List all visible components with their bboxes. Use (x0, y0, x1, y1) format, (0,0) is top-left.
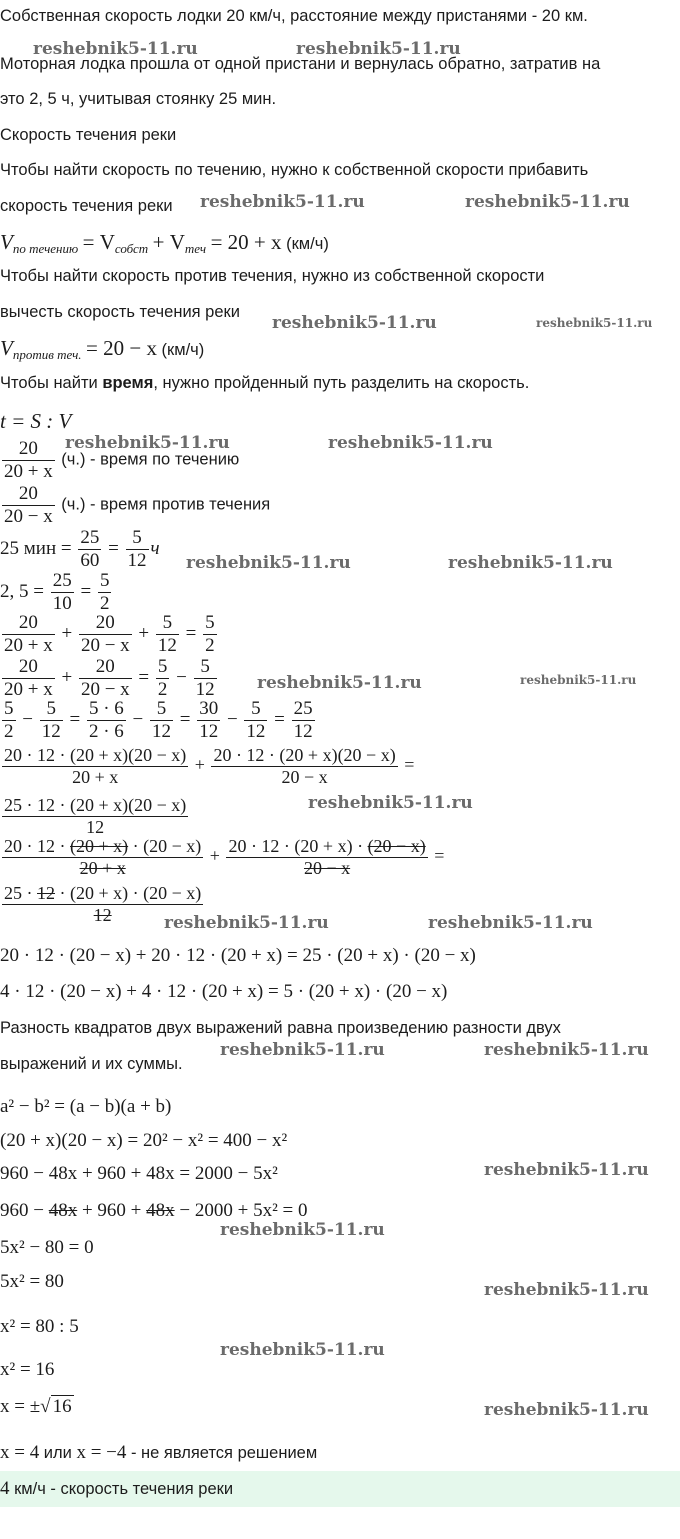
fraction-time-upstream: $\frac{20}{20 - x}$ (ч.) - время против течения (4, 483, 271, 527)
eq-step-18: x = ±√ 16 (0, 1396, 72, 1417)
watermark: reshebnik5-11.ru (328, 433, 493, 453)
eq-sum-times: $\frac{20}{20 + x}$ + $\frac{20}{20 - x}$ + $\frac{5}{12}$ = $\frac{5}{2}$ (4, 612, 215, 656)
section-title: Скорость течения реки (0, 126, 177, 144)
watermark: reshebnik5-11.ru (465, 192, 630, 212)
eq-step-11: (20 + x)(20 − x) = 20² − x² = 400 − x² (0, 1130, 288, 1151)
explain-line-4: вычесть скорость течения реки (0, 303, 240, 321)
watermark: reshebnik5-11.ru (164, 913, 329, 933)
eq-step-16: x² = 80 : 5 (0, 1316, 79, 1337)
eq-step-8: 20 · 12 · (20 − x) + 20 · 12 · (20 + x) = 25 · (20 + x) · (20 − x) (0, 945, 476, 966)
answer-line: 4 км/ч - скорость течения реки (0, 1478, 234, 1499)
watermark: reshebnik5-11.ru (200, 192, 365, 212)
watermark: reshebnik5-11.ru (428, 913, 593, 933)
watermark: reshebnik5-11.ru (484, 1280, 649, 1300)
watermark: reshebnik5-11.ru (33, 39, 198, 59)
rule-line-2: выражений и их суммы. (0, 1055, 183, 1073)
eq-cancelled: $\frac{20 \cdot 12 \cdot (20 + x) \cdot (20 - x)}{20 + x}$ + $\frac{20 \cdot 12 \cdot (20 + x) \cdot (20 - x)}{20 - x}$ = (4, 836, 445, 878)
formula-v-downstream: $V_{по течению} = V_{собст} + V_{теч} = 20 + x$ (км/ч) (0, 230, 329, 256)
watermark: reshebnik5-11.ru (484, 1160, 649, 1180)
watermark: reshebnik5-11.ru (257, 673, 422, 693)
eq-diff-squares: a² − b² = (a − b)(a + b) (0, 1096, 172, 1117)
problem-line-3: это 2, 5 ч, учитывая стоянку 25 мин. (0, 90, 277, 108)
roots-line: x = 4 или x = −4 - не является решением (0, 1442, 318, 1463)
explain-line-2: скорость течения реки (0, 197, 173, 215)
watermark: reshebnik5-11.ru (520, 673, 637, 687)
watermark: reshebnik5-11.ru (484, 1040, 649, 1060)
eq-right-side: $\frac{5}{2}$ − $\frac{5}{12}$ = $\frac{5 \cdot 6}{2 \cdot 6}$ − $\frac{5}{12}$ = $\frac{30}{12}$ − $\frac{5}{12}$ = $\frac{25}{12}$ (4, 698, 313, 742)
formula-time: t = S : V (0, 409, 72, 433)
watermark: reshebnik5-11.ru (448, 553, 613, 573)
watermark: reshebnik5-11.ru (536, 316, 653, 330)
explain-line-3: Чтобы найти скорость против течения, нужно из собственной скорости (0, 267, 545, 285)
watermark: reshebnik5-11.ru (65, 433, 230, 453)
rule-line-1: Разность квадратов двух выражений равна произведению разности двух (0, 1019, 561, 1037)
watermark: reshebnik5-11.ru (220, 1220, 385, 1240)
watermark: reshebnik5-11.ru (186, 553, 351, 573)
formula-v-upstream: $V_{против теч.} = 20 - x$ (км/ч) (0, 336, 205, 362)
explain-line-1: Чтобы найти скорость по течению, нужно к собственной скорости прибавить (0, 161, 589, 179)
eq-step-12: 960 − 48x + 960 + 48x = 2000 − 5x² (0, 1163, 278, 1184)
problem-line-1: Собственная скорость лодки 20 км/ч, расстояние между пристанями - 20 км. (0, 7, 588, 25)
eq-rearranged: $\frac{20}{20 + x}$ + $\frac{20}{20 - x}$ = $\frac{5}{2}$ − $\frac{5}{12}$ (4, 656, 215, 700)
eq-minutes: 25 мин = $\frac{25}{60}$ = $\frac{5}{12}$ ч (0, 527, 160, 571)
eq-step-17: x² = 16 (0, 1359, 55, 1380)
explain-line-5: Чтобы найти время, нужно пройденный путь разделить на скорость. (0, 374, 530, 392)
eq-step-9: 4 · 12 · (20 − x) + 4 · 12 · (20 + x) = 5 · (20 + x) · (20 − x) (0, 981, 448, 1002)
eq-common-denominator: $\frac{20 \cdot 12 \cdot (20 + x)(20 - x)}{20 + x}$ + $\frac{20 \cdot 12 \cdot (20 + x)(20 - x)}{20 - x}$ = (4, 745, 415, 787)
watermark: reshebnik5-11.ru (220, 1040, 385, 1060)
eq-step-13: 960 − 48x + 960 + 48x − 2000 + 5x² = 0 (0, 1200, 308, 1221)
fraction-time-downstream: $\frac{20}{20 + x}$ (ч.) - время по течению (4, 438, 240, 482)
watermark: reshebnik5-11.ru (308, 793, 473, 813)
eq-step-14: 5x² − 80 = 0 (0, 1237, 94, 1258)
watermark: reshebnik5-11.ru (296, 39, 461, 59)
problem-line-2: Моторная лодка прошла от одной пристани и вернулась обратно, затратив на (0, 55, 601, 73)
watermark: reshebnik5-11.ru (484, 1400, 649, 1420)
eq-hours: 2, 5 = $\frac{25}{10}$ = $\frac{5}{2}$ (0, 570, 110, 614)
eq-common-denominator-right: $\frac{25 \cdot 12 \cdot (20 + x)(20 - x)}{12}$ (4, 795, 187, 837)
eq-cancelled-right: $\frac{25 \cdot 12 \cdot (20 + x) \cdot (20 - x)}{12}$ (4, 883, 202, 925)
watermark: reshebnik5-11.ru (220, 1340, 385, 1360)
eq-step-15: 5x² = 80 (0, 1271, 64, 1292)
watermark: reshebnik5-11.ru (272, 313, 437, 333)
